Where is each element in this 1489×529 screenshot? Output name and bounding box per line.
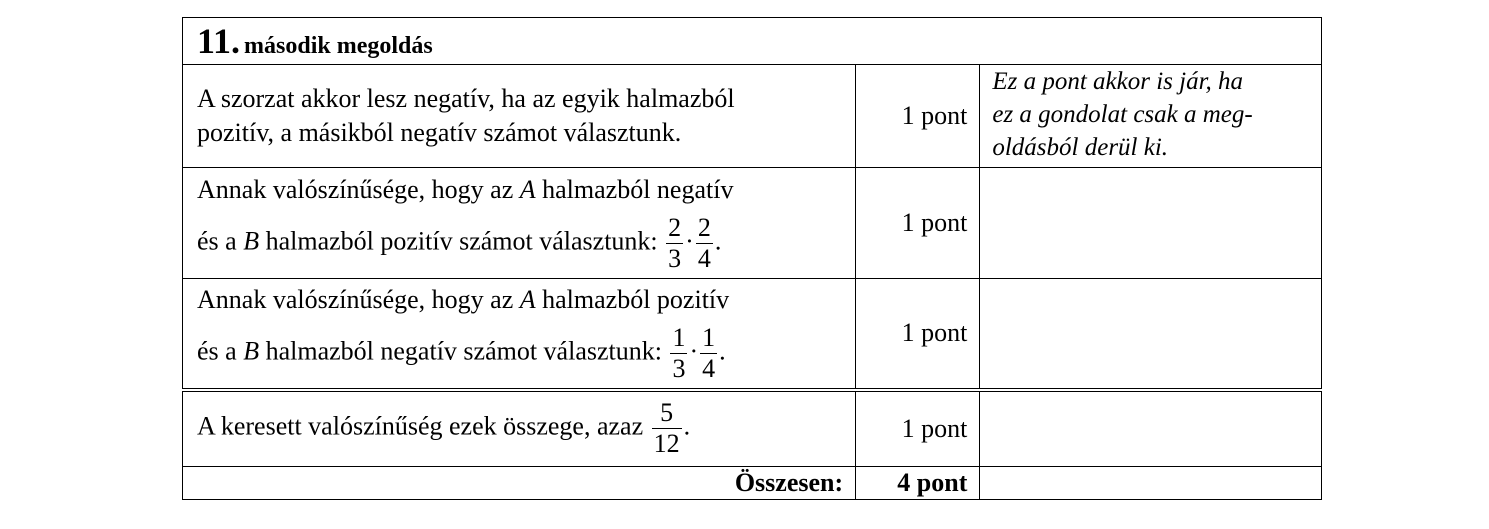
note-cell bbox=[980, 279, 1322, 390]
scoring-table bbox=[182, 17, 1322, 500]
step-text: Annak valószínűsége, hogy az A halmazból pozitív és a B halmazból negatív számot választunk: $\frac{1}{3}$ · $\frac{1}{4}$ . bbox=[183, 279, 856, 390]
solution-title: második megoldás bbox=[244, 33, 433, 59]
note-cell: Ez a pont akkor is jár, ha ez a gondolat csak a meg- oldásból derül ki. bbox=[980, 65, 1322, 168]
fraction: $\frac{2}{3}$ bbox=[668, 212, 682, 273]
step-text: A keresett valószínűség ezek összege, azaz $\frac{5}{12}$ . bbox=[183, 390, 856, 467]
points-cell: 1 pont bbox=[856, 279, 980, 390]
table-header bbox=[183, 18, 1322, 65]
points-cell: 1 pont bbox=[856, 390, 980, 467]
task-number: 11. bbox=[197, 21, 241, 61]
note-cell bbox=[980, 390, 1322, 467]
total-row bbox=[183, 467, 1322, 500]
fraction: $\frac{5}{12}$ bbox=[653, 398, 680, 459]
note-cell bbox=[980, 467, 1322, 500]
points-cell: 1 pont bbox=[856, 65, 980, 168]
note-cell bbox=[980, 168, 1322, 279]
table-row bbox=[183, 65, 1322, 168]
total-points: 4 pont bbox=[856, 467, 980, 500]
total-label: Összesen: bbox=[183, 467, 856, 500]
fraction: $\frac{1}{3}$ bbox=[672, 322, 686, 383]
fraction: $\frac{1}{4}$ bbox=[702, 322, 716, 383]
table-row bbox=[183, 390, 1322, 467]
table-row bbox=[183, 279, 1322, 390]
points-cell: 1 pont bbox=[856, 168, 980, 279]
fraction: $\frac{2}{4}$ bbox=[697, 212, 711, 273]
step-text: A szorzat akkor lesz negatív, ha az egyik halmazból pozitív, a másikból negatív számot választunk. bbox=[183, 65, 856, 168]
table-row bbox=[183, 168, 1322, 279]
step-text: Annak valószínűsége, hogy az A halmazból negatív és a B halmazból pozitív számot választunk: $\frac{2}{3}$ · $\frac{2}{4}$ . bbox=[183, 168, 856, 279]
